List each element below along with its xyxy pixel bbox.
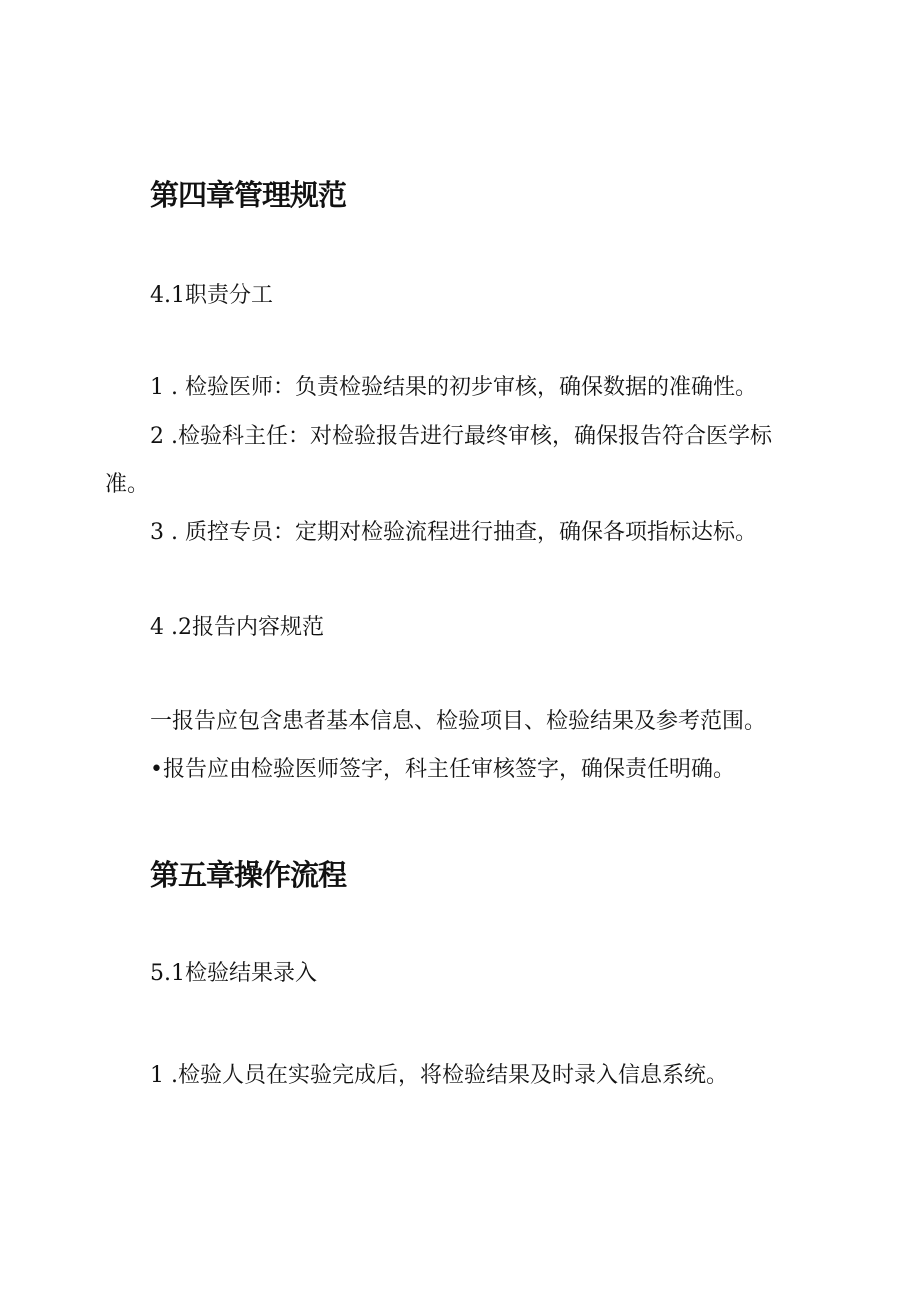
section-4-2-heading: 4 .2报告内容规范 bbox=[150, 615, 324, 640]
list-item: 一报告应包含患者基本信息、检验项目、检验结果及参考范围。 bbox=[150, 709, 767, 734]
section-4-1-heading: 4.1职责分工 bbox=[150, 283, 273, 308]
list-item: 1 .检验人员在实验完成后，将检验结果及时录入信息系统。 bbox=[150, 1063, 728, 1088]
chapter-4-title: 第四章管理规范 bbox=[150, 178, 347, 212]
list-item: 3 . 质控专员：定期对检验流程进行抽查，确保各项指标达标。 bbox=[150, 520, 757, 545]
chapter-5-title: 第五章操作流程 bbox=[150, 858, 347, 892]
list-item: 2 .检验科主任：对检验报告进行最终审核，确保报告符合医学标 bbox=[150, 424, 772, 449]
list-item: •报告应由检验医师签字，科主任审核签字，确保责任明确。 bbox=[150, 757, 735, 782]
section-5-1-heading: 5.1检验结果录入 bbox=[150, 961, 317, 986]
list-item: 1 . 检验医师：负责检验结果的初步审核，确保数据的准确性。 bbox=[150, 375, 757, 400]
list-item-continuation: 准。 bbox=[105, 472, 150, 497]
